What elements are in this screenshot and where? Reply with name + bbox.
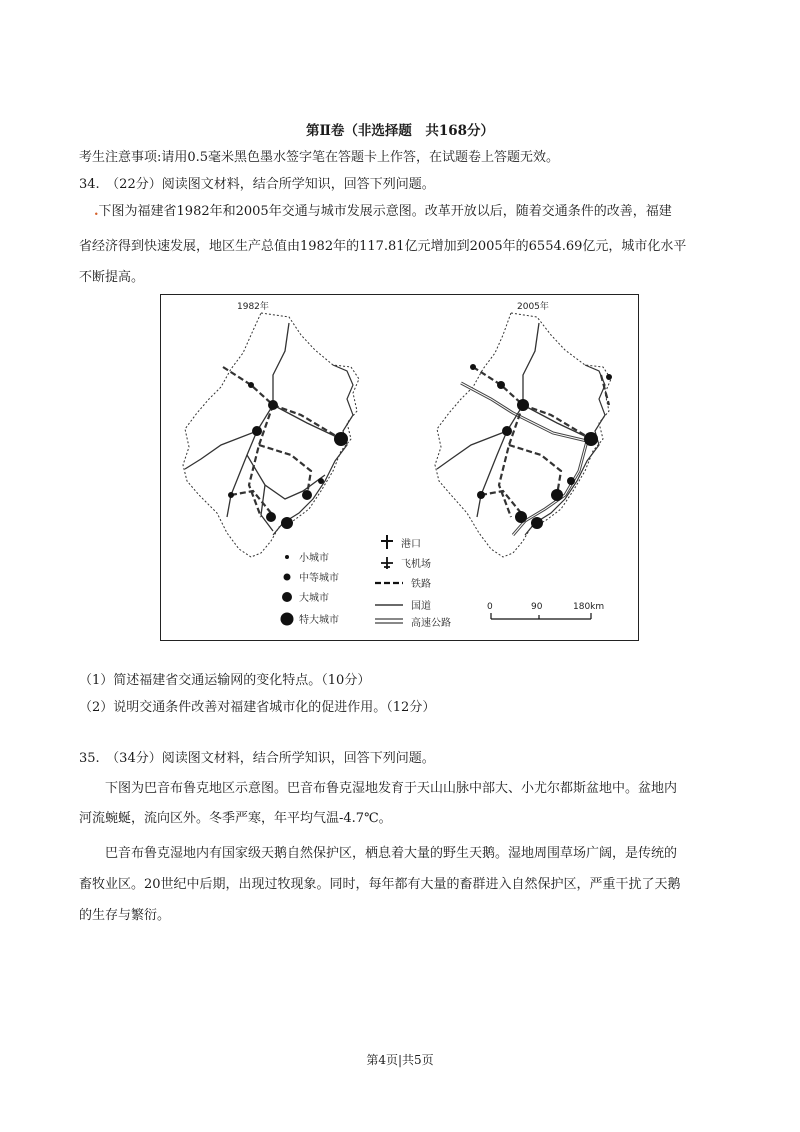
legend-small-city-symbol <box>285 555 289 559</box>
map-2005 <box>435 313 612 557</box>
legend-mega-city-symbol <box>281 613 294 626</box>
scale-mid-label: 90 <box>531 602 543 612</box>
question-35-paragraph-2-line-1: 巴音布鲁克湿地内有国家级天鹅自然保护区，栖息着大量的野生天鹅。湿地周围草场广阔，是传统的 <box>105 846 678 861</box>
question-34-paragraph-line-2: 省经济得到快速发展，地区生产总值由1982年的117.81亿元增加到2005年的6554.69亿元，城市化水平 <box>79 239 687 254</box>
question-35-paragraph-1-line-2: 河流蜿蜒，流向区外。冬季严寒，年平均气温-4.7℃。 <box>79 811 392 826</box>
legend-port-symbol <box>381 535 393 549</box>
map-1982-railway <box>223 367 341 517</box>
question-35-paragraph-2-line-2: 畜牧业区。20世纪中后期，出现过牧现象。同时，每年都有大量的畜群进入自然保护区，严重干扰了天鹅 <box>79 877 681 892</box>
question-35-header: 35. （34分）阅读图文材料，结合所学知识，回答下列问题。 <box>79 751 435 766</box>
fujian-transport-map-figure <box>160 294 639 641</box>
marker-dot-icon: . <box>94 204 99 219</box>
section-title: 第Ⅱ卷（非选择题 共168分） <box>305 123 495 139</box>
legend-small-city-label: 小城市 <box>299 553 329 564</box>
map-2005-coast <box>525 365 605 535</box>
map-1982-year-label: 1982年 <box>237 302 269 312</box>
legend-railway-label: 铁路 <box>411 579 431 590</box>
map-1982 <box>183 313 359 557</box>
question-34-header: 34. （22分）阅读图文材料，结合所学知识，回答下列问题。 <box>79 177 435 192</box>
map-1982-coast <box>273 365 353 535</box>
legend-airport-label: 飞机场 <box>401 559 431 570</box>
question-35-paragraph-1-line-1: 下图为巴音布鲁克地区示意图。巴音布鲁克湿地发育于天山山脉中部大、小尤尔都斯盆地中。盆地内 <box>105 781 678 796</box>
legend-mega-city-label: 特大城市 <box>299 615 339 626</box>
map-2005-cities <box>470 364 612 529</box>
question-34-sub-2: （2）说明交通条件改善对福建省城市化的促进作用。（12分） <box>79 700 436 715</box>
legend-expressway-label: 高速公路 <box>411 618 451 629</box>
question-34-sub-1: （1）简述福建省交通运输网的变化特点。（10分） <box>79 673 371 688</box>
legend-national-road-label: 国道 <box>411 601 431 612</box>
legend-medium-city-label: 中等城市 <box>299 573 339 584</box>
scale-zero-label: 0 <box>487 602 493 612</box>
scale-end-label: 180km <box>573 602 605 612</box>
legend-large-city-label: 大城市 <box>299 593 329 604</box>
question-34-paragraph-line-1: .下图为福建省1982年和2005年交通与城市发展示意图。改革开放以后，随着交通条件的改善，福建 <box>94 204 672 219</box>
legend-airport-symbol <box>381 557 393 569</box>
map-1982-cities <box>228 382 348 529</box>
scale-bar <box>491 613 591 619</box>
legend-large-city-symbol <box>282 592 292 602</box>
exam-notice: 考生注意事项:请用0.5毫米黑色墨水签字笔在答题卡上作答，在试题卷上答题无效。 <box>79 150 560 165</box>
question-34-paragraph-line-3: 不断提高。 <box>79 270 145 285</box>
map-1982-national-road <box>227 323 289 517</box>
legend-medium-city-symbol <box>284 574 291 581</box>
question-35-paragraph-2-line-3: 的生存与繁衍。 <box>79 908 171 923</box>
legend-port-label: 港口 <box>401 539 421 550</box>
page-footer: 第4页|共5页 <box>366 1053 434 1067</box>
map-2005-year-label: 2005年 <box>517 302 549 312</box>
fujian-maps-svg <box>161 295 638 640</box>
